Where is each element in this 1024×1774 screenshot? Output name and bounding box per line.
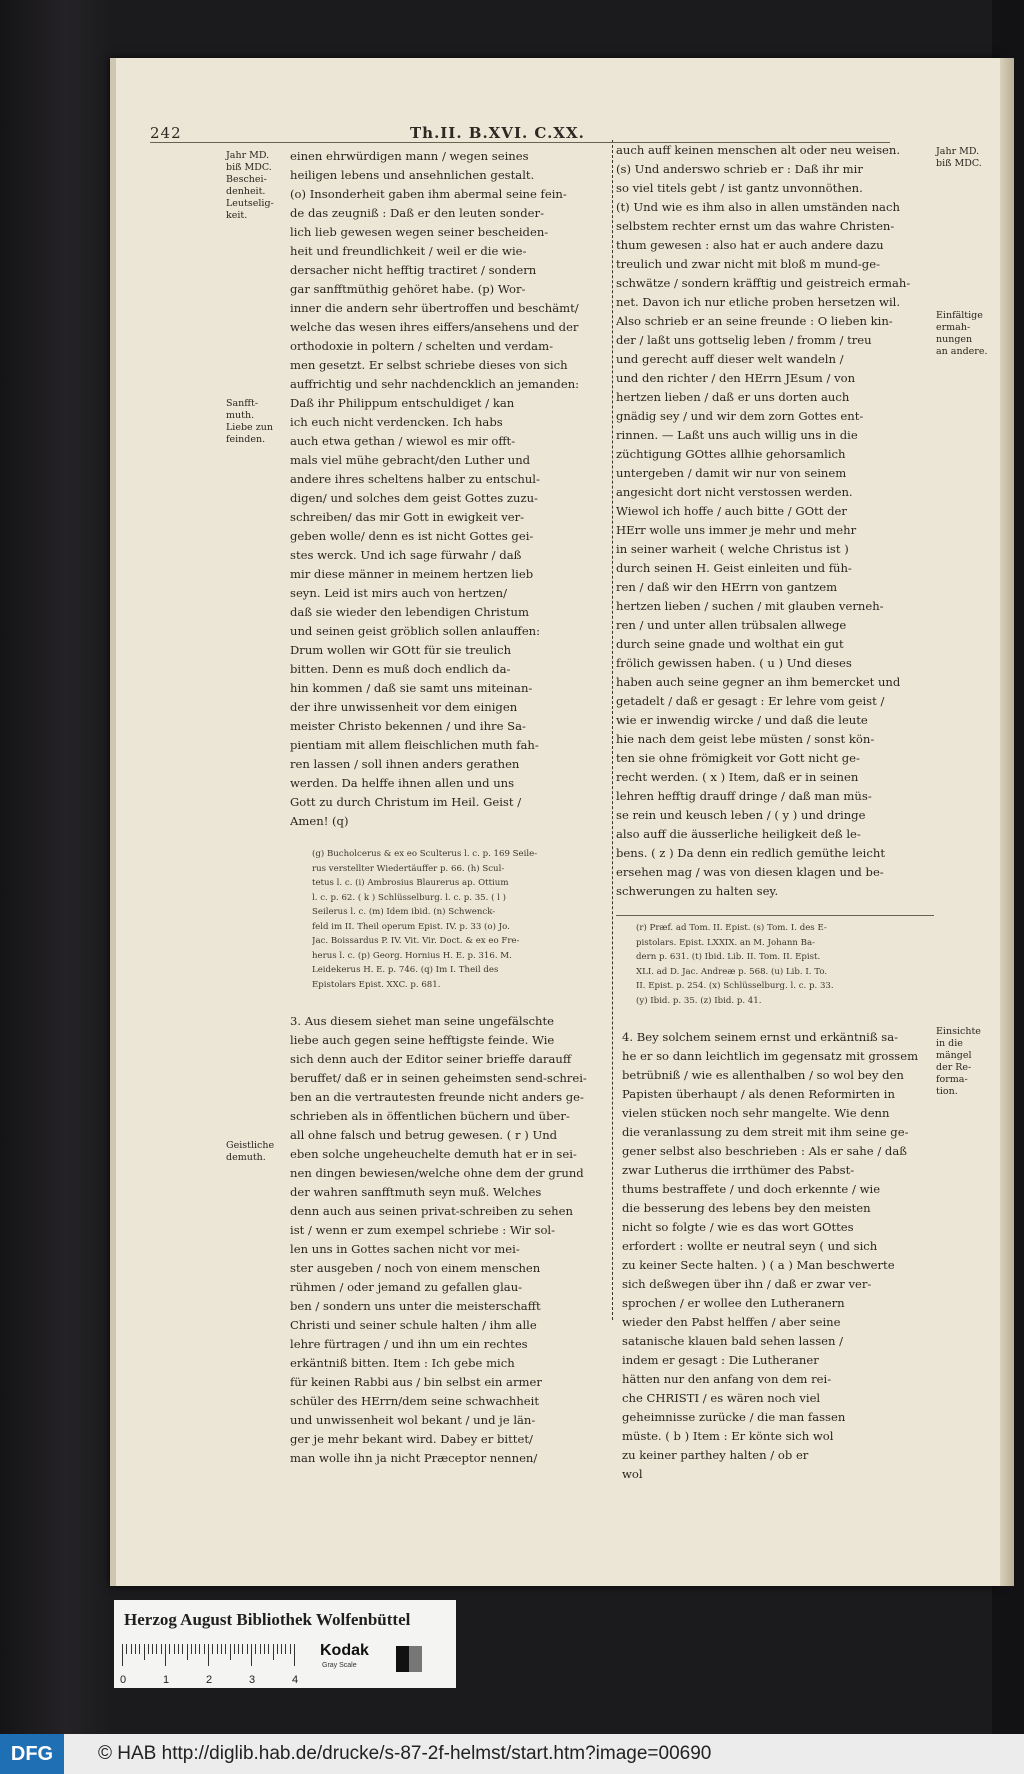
- text-line: züchtigung GOttes allhie gehorsamlich: [616, 447, 846, 461]
- text-line: rühmen / oder jemand zu gefallen glau-: [290, 1280, 523, 1294]
- margin-note-line: der Re-: [936, 1062, 972, 1073]
- running-title: Th.II. B.XVI. C.XX.: [410, 124, 585, 142]
- right-margin-note: [936, 310, 987, 358]
- ruler-tick: [255, 1644, 256, 1654]
- text-line: hertzen lieben / suchen / mit glauben verneh-: [616, 599, 884, 613]
- text-line: se rein und keusch leben / ( y ) und dringe: [616, 808, 866, 822]
- text-line: satanische klauen bald sehen lassen /: [622, 1334, 844, 1348]
- text-line: nen dingen bewiesen/welche ohne dem der grund: [290, 1166, 584, 1180]
- footnote-line: tetus l. c. (i) Ambrosius Blaurerus ap. Ottium: [312, 878, 509, 888]
- footnote-line: Seilerus l. c. (m) Idem ibid. (n) Schwenck-: [312, 907, 496, 917]
- ruler-tick: [290, 1644, 291, 1654]
- margin-note-line: Jahr MD.: [936, 146, 980, 157]
- text-line: haben auch seine gegner an ihm bemercket und: [616, 675, 901, 689]
- footnote-line: II. Epist. p. 254. (x) Schlüsselburg. l. c. p. 33.: [636, 981, 834, 991]
- text-line: untergeben / damit wir nur von seinem: [616, 466, 847, 480]
- ruler-tick: [174, 1644, 175, 1654]
- text-line: he er so dann leichtlich im gegensatz mit grossem: [622, 1049, 919, 1063]
- text-line: 4. Bey solchem seinem ernst und erkäntniß sa-: [622, 1030, 899, 1044]
- ruler-tick: [191, 1644, 192, 1654]
- text-line: bens. ( z ) Da denn ein redlich gemüthe leicht: [616, 846, 885, 860]
- text-line: eben solche ungeheuchelte demuth hat er in sei-: [290, 1147, 577, 1161]
- text-line: auch etwa gethan / wiewol es mir offt-: [290, 434, 516, 448]
- left-column-footnotes: [312, 847, 537, 992]
- margin-note-line: demuth.: [226, 1152, 266, 1163]
- text-line: heit und freundlichkeit / weil er die wie-: [290, 244, 527, 258]
- text-line: digen/ und solches dem geist Gottes zuzu-: [290, 491, 538, 505]
- text-line: schrieben als in öffentlichen büchern und über-: [290, 1109, 570, 1123]
- dfg-logo: DFG: [0, 1734, 64, 1774]
- text-line: und seinen geist gröblich sollen anlauffen:: [290, 624, 541, 638]
- text-line: ren / und unter allen trübsalen allwege: [616, 618, 847, 632]
- margin-note-line: forma-: [936, 1074, 968, 1085]
- margin-note-line: Geistliche: [226, 1140, 275, 1151]
- source-url[interactable]: © HAB http://diglib.hab.de/drucke/s-87-2f-helmst/start.htm?image=00690: [98, 1743, 712, 1764]
- text-line: zwar Lutherus die irrthümer des Pabst-: [622, 1163, 855, 1177]
- margin-note-line: ermah-: [936, 322, 971, 333]
- kodak-logo: Kodak: [320, 1642, 369, 1659]
- text-line: HErr wolle uns immer je mehr und mehr: [616, 523, 857, 537]
- ruler-tick: [264, 1644, 265, 1654]
- text-line: und den richter / den HErrn JEsum / von: [616, 371, 856, 385]
- text-line: schüler des HErrn/dem seine schwachheit: [290, 1394, 540, 1408]
- ruler-tick: [144, 1644, 145, 1660]
- text-line: recht werden. ( x ) Item, daß er in seinen: [616, 770, 859, 784]
- text-line: mir diese männer in meinem hertzen lieb: [290, 567, 534, 581]
- ruler-tick: [182, 1644, 183, 1654]
- ruler-number: 3: [249, 1674, 256, 1686]
- ruler-tick: [195, 1644, 196, 1654]
- text-line: angesicht dort nicht verstossen werden.: [616, 485, 853, 499]
- right-column-text-continued: [622, 1028, 918, 1484]
- text-line: so viel titels gebt / ist gantz unvonnöthen.: [616, 181, 863, 195]
- text-line: man wolle ihn ja nicht Præceptor nennen/: [290, 1451, 538, 1465]
- text-line: wie er inwendig wircke / und daß die leute: [616, 713, 868, 727]
- text-line: mals viel mühe gebracht/den Luther und: [290, 453, 531, 467]
- gray-scale-patch: [396, 1646, 422, 1672]
- ruler-tick: [251, 1644, 252, 1666]
- text-line: daß sie wieder den lebendigen Christum: [290, 605, 529, 619]
- ruler-tick: [148, 1644, 149, 1654]
- text-line: geheimnisse zurücke / die man fassen: [622, 1410, 846, 1424]
- footnote-line: pistolars. Epist. LXXIX. an M. Johann Ba-: [636, 937, 815, 948]
- text-line: sich denn auch der Editor seiner brieffe darauff: [290, 1052, 572, 1066]
- text-line: seyn. Leid ist mirs auch von hertzen/: [290, 586, 508, 600]
- ruler-tick: [225, 1644, 226, 1654]
- text-line: betrübniß / wie es allenthalben / so wol bey den: [622, 1068, 904, 1082]
- text-line: also auff die äusserliche heiligkeit deß le-: [616, 827, 861, 841]
- text-line: Gott zu durch Christum im Heil. Geist /: [290, 795, 522, 809]
- text-line: auffrichtig und sehr nachdencklich an jemanden:: [290, 377, 580, 391]
- text-line: der wahren sanfftmuth seyn muß. Welches: [290, 1185, 542, 1199]
- text-line: Wiewol ich hoffe / auch bitte / GOtt der: [616, 504, 847, 518]
- text-line: che CHRISTI / es wären noch viel: [622, 1391, 821, 1405]
- text-line: geben wolle/ denn es ist nicht Gottes gei-: [290, 529, 534, 543]
- text-line: hin kommen / daß sie samt uns miteinan-: [290, 681, 533, 695]
- text-line: die besserung des lebens bey den meisten: [622, 1201, 871, 1215]
- ruler-tick: [199, 1644, 200, 1654]
- ruler-tick: [238, 1644, 239, 1654]
- margin-note-line: biß MDC.: [226, 162, 272, 173]
- text-line: frölich gewissen haben. ( u ) Und dieses: [616, 656, 852, 670]
- text-line: pientiam mit allem fleischlichen muth fah-: [290, 738, 539, 752]
- ruler-tick: [260, 1644, 261, 1654]
- text-line: gar sanfftmüthig gehöret habe. (p) Wor-: [290, 282, 526, 296]
- text-line: thums bestraffete / und doch erkennte / wie: [622, 1182, 881, 1196]
- margin-note-line: feinden.: [226, 434, 266, 445]
- text-line: all ohne falsch und betrug gewesen. ( r ) Und: [290, 1128, 558, 1142]
- text-line: ger je mehr bekant wird. Dabey er bittet/: [290, 1432, 533, 1446]
- text-line: schreiben/ das mir Gott in ewigkeit ver-: [290, 510, 525, 524]
- margin-note-line: keit.: [226, 210, 248, 221]
- ruler-tick: [169, 1644, 170, 1654]
- ruler-tick: [217, 1644, 218, 1654]
- ruler-tick: [230, 1644, 231, 1660]
- text-line: und gerecht auff dieser welt wandeln /: [616, 352, 844, 366]
- margin-note-line: Beschei-: [226, 174, 267, 185]
- text-line: vielen stücken noch sehr mangelte. Wie denn: [622, 1106, 890, 1120]
- gray-scale-label: Gray Scale: [322, 1662, 357, 1669]
- text-line: stes werck. Und ich sage fürwahr / daß: [290, 548, 522, 562]
- footnote-line: Leidekerus H. E. p. 746. (q) Im I. Theil des: [312, 965, 499, 975]
- text-line: ist / wenn er zum exempel schriebe : Wir sol-: [290, 1223, 556, 1237]
- ruler-tick: [139, 1644, 140, 1654]
- text-line: dersacher nicht hefftig tractiret / sondern: [290, 263, 537, 277]
- ruler-tick: [161, 1644, 162, 1654]
- text-line: hätten nur den anfang von dem rei-: [622, 1372, 832, 1386]
- ruler-tick: [204, 1644, 205, 1654]
- footnote-line: Jac. Boissardus P. IV. Vit. Vir. Doct. & ex eo Fre-: [312, 936, 520, 946]
- ruler-tick: [268, 1644, 269, 1654]
- text-line: lich lieb gewesen wegen seiner bescheiden-: [290, 225, 549, 239]
- text-line: meister Christo bekennen / und ihre Sa-: [290, 719, 526, 733]
- left-margin-note: [226, 1140, 274, 1164]
- text-line: denn auch aus seinen privat-schreiben zu sehen: [290, 1204, 573, 1218]
- text-line: einen ehrwürdigen mann / wegen seines: [290, 149, 529, 163]
- text-line: schwerungen zu halten sey.: [616, 884, 779, 898]
- margin-note-line: Jahr MD.: [226, 150, 270, 161]
- margin-note-line: Einsichte: [936, 1026, 981, 1037]
- text-line: hertzen lieben / daß er uns dorten auch: [616, 390, 850, 404]
- text-line: gener selbst also beschrieben : Als er sahe / daß: [622, 1144, 907, 1158]
- right-column-footnotes: [636, 921, 834, 1008]
- text-line: net. Davon ich nur etliche proben hersetzen wil.: [616, 295, 901, 309]
- text-line: ben an die vertrautesten freunde nicht anders ge-: [290, 1090, 584, 1104]
- text-line: wol: [622, 1467, 643, 1481]
- book-spine: [0, 0, 108, 1774]
- margin-note-line: denheit.: [226, 186, 266, 197]
- text-line: ten sie ohne frömigkeit vor Gott nicht ge-: [616, 751, 860, 765]
- right-margin-note: [936, 146, 982, 170]
- text-line: (t) Und wie es ihm also in allen umständen nach: [616, 200, 900, 214]
- text-line: liebe auch gegen seine hefftigste feinde. Wie: [290, 1033, 555, 1047]
- left-column-text-continued: [290, 1012, 587, 1468]
- margin-note-line: Sanfft-: [226, 398, 259, 409]
- text-line: erfordert : wollte er neutral seyn ( und sich: [622, 1239, 878, 1253]
- margin-note-line: biß MDC.: [936, 158, 982, 169]
- text-line: ben / sondern uns unter die meisterschafft: [290, 1299, 541, 1313]
- page-number: 242: [150, 124, 182, 142]
- ruler-number: 2: [206, 1674, 213, 1686]
- text-line: lehre fürtragen / und ihn um ein rechtes: [290, 1337, 528, 1351]
- text-line: wieder den Pabst helffen / aber seine: [622, 1315, 841, 1329]
- text-line: zu keiner parthey halten / ob er: [622, 1448, 809, 1462]
- ruler-tick: [152, 1644, 153, 1654]
- text-line: ren / daß wir den HErrn von gantzem: [616, 580, 838, 594]
- text-line: heiligen lebens und ansehnlichen gestalt.: [290, 168, 535, 182]
- text-line: Papisten überhaupt / als denen Reformirten in: [622, 1087, 895, 1101]
- margin-note-line: in die: [936, 1038, 963, 1049]
- ruler-tick: [273, 1644, 274, 1660]
- text-line: bitten. Denn es muß doch endlich da-: [290, 662, 511, 676]
- text-line: der / laßt uns gottselig leben / fromm / treu: [616, 333, 872, 347]
- ruler-tick: [281, 1644, 282, 1654]
- footnote-line: Epistolars Epist. XXC. p. 681.: [312, 979, 441, 990]
- footnote-rule: [616, 915, 934, 916]
- measurement-ruler: [120, 1644, 300, 1686]
- text-line: Christi und seiner schule halten / ihm alle: [290, 1318, 537, 1332]
- footnote-line: (g) Bucholcerus & ex eo Sculterus l. c. p. 169 Seile-: [312, 849, 538, 859]
- text-line: andere ihres scheltens halber zu entschul-: [290, 472, 540, 486]
- text-line: für keinen Rabbi aus / bin selbst ein armer: [290, 1375, 542, 1389]
- ruler-tick: [135, 1644, 136, 1654]
- footer-bar: [0, 1734, 1024, 1774]
- text-line: len uns in Gottes sachen nicht vor mei-: [290, 1242, 520, 1256]
- text-line: ersehen mag / was von diesen klagen und be-: [616, 865, 884, 879]
- text-line: de das zeugniß : Daß er den leuten sonder-: [290, 206, 544, 220]
- footnote-line: rus verstellter Wiedertäuffer p. 66. (h) Scul-: [312, 863, 505, 874]
- left-margin-note: [226, 398, 273, 446]
- ruler-tick: [165, 1644, 166, 1666]
- text-line: und unwissenheit wol bekant / und je län-: [290, 1413, 536, 1427]
- text-line: orthodoxie in poltern / schelten und verdam-: [290, 339, 553, 353]
- library-name: Herzog August Bibliothek Wolfenbüttel: [124, 1610, 411, 1629]
- text-line: welche das wesen ihres eiffers/ansehens und der: [290, 320, 579, 334]
- ruler-tick: [187, 1644, 188, 1660]
- text-line: (s) Und anderswo schrieb er : Daß ihr mir: [616, 162, 863, 176]
- text-line: beruffet/ daß er in seinen geheimsten send-schrei-: [290, 1071, 587, 1085]
- text-line: treulich und zwar nicht mit bloß m mund-ge-: [616, 257, 881, 271]
- ruler-tick: [221, 1644, 222, 1654]
- ruler-tick: [131, 1644, 132, 1654]
- ruler-number: 4: [292, 1674, 299, 1686]
- text-line: gnädig sey / und wir dem zorn Gottes ent-: [616, 409, 864, 423]
- ruler-tick: [126, 1644, 127, 1654]
- footnote-line: (y) Ibid. p. 35. (z) Ibid. p. 41.: [636, 995, 762, 1006]
- text-line: in seiner warheit ( welche Christus ist ): [616, 542, 849, 556]
- text-line: die veranlassung zu dem streit mit ihm seine ge-: [622, 1125, 909, 1139]
- margin-note-line: muth.: [226, 410, 255, 421]
- ruler-number: 1: [163, 1674, 170, 1686]
- text-line: sprochen / er wollee den Lutheranern: [622, 1296, 845, 1310]
- ruler-number: 0: [120, 1674, 127, 1686]
- ruler-tick: [294, 1644, 295, 1666]
- text-line: thum gewesen : also hat er auch andere dazu: [616, 238, 884, 252]
- ruler-tick: [212, 1644, 213, 1654]
- text-line: indem er gesagt : Die Lutheraner: [622, 1353, 819, 1367]
- text-line: men gesetzt. Er selbst schriebe dieses von sich: [290, 358, 568, 372]
- ruler-tick: [242, 1644, 243, 1654]
- text-line: nicht so folgte / wie es das wort GOttes: [622, 1220, 854, 1234]
- right-margin-note: [936, 1026, 981, 1098]
- text-line: Amen! (q): [290, 814, 349, 828]
- text-line: durch seinen H. Geist einleiten und füh-: [616, 561, 852, 575]
- ruler-tick: [122, 1644, 123, 1666]
- ruler-tick: [156, 1644, 157, 1654]
- text-line: selbstem rechter ernst um das wahre Christen-: [616, 219, 895, 233]
- text-line: rinnen. — Laßt uns auch willig uns in die: [616, 428, 858, 442]
- footnote-line: l. c. p. 62. ( k ) Schlüsselburg. l. c. p. 35. ( l ): [312, 892, 507, 903]
- ruler-tick: [234, 1644, 235, 1654]
- text-line: hie nach dem geist lebe müsten / sonst kön-: [616, 732, 875, 746]
- margin-note-line: Liebe zun: [226, 422, 273, 433]
- ruler-tick: [208, 1644, 209, 1666]
- footnote-line: herus l. c. (p) Georg. Hornius H. E. p. 316. M.: [312, 950, 512, 961]
- text-line: schwätze / sondern kräfftig und geistreich ermah-: [616, 276, 911, 290]
- margin-note-line: Einfältige: [936, 310, 983, 321]
- column-divider: [612, 140, 613, 1320]
- margin-note-line: an andere.: [936, 346, 988, 357]
- archive-color-card: [114, 1600, 456, 1688]
- margin-note-line: mängel: [936, 1050, 972, 1061]
- text-line: Drum wollen wir GOtt für sie treulich: [290, 643, 512, 657]
- left-margin-note: [226, 150, 274, 222]
- text-line: Also schrieb er an seine freunde : O lieben kin-: [616, 314, 893, 328]
- ruler-tick: [285, 1644, 286, 1654]
- margin-note-line: Leutselig-: [226, 198, 274, 209]
- text-line: zu keiner Secte halten. ) ( a ) Man beschwerte: [622, 1258, 895, 1272]
- text-line: 3. Aus diesem siehet man seine ungefälschte: [290, 1014, 555, 1028]
- text-line: (o) Insonderheit gaben ihm abermal seine fein-: [290, 187, 567, 201]
- footnote-line: feld im II. Theil operum Epist. IV. p. 33 (o) Jo.: [312, 921, 510, 932]
- ruler-tick: [178, 1644, 179, 1654]
- ruler-tick: [247, 1644, 248, 1654]
- left-column-text: [290, 147, 579, 831]
- margin-note-line: nungen: [936, 334, 973, 345]
- text-line: der ihre unwissenheit vor dem einigen: [290, 700, 518, 714]
- footnote-line: XLI. ad D. Jac. Andreæ p. 568. (u) Lib. I. To.: [636, 966, 828, 977]
- text-line: Daß ihr Philippum entschuldiget / kan: [290, 396, 515, 410]
- text-line: sich deßwegen über ihn / daß er zwar ver-: [622, 1277, 872, 1291]
- text-line: durch seine gnade und wolthat ein gut: [616, 637, 844, 651]
- text-line: ren lassen / soll ihnen anders gerathen: [290, 757, 520, 771]
- text-line: müste. ( b ) Item : Er könte sich wol: [622, 1429, 834, 1443]
- text-line: auch auff keinen menschen alt oder neu weisen.: [616, 143, 901, 157]
- ruler-tick: [277, 1644, 278, 1654]
- text-line: inner die andern sehr übertroffen und beschämt/: [290, 301, 579, 315]
- right-column-text: [616, 141, 910, 901]
- footnote-line: (r) Præf. ad Tom. II. Epist. (s) Tom. I. des E-: [636, 923, 827, 933]
- text-line: erkäntniß bitten. Item : Ich gebe mich: [290, 1356, 515, 1370]
- text-line: werden. Da helffe ihnen allen und uns: [290, 776, 515, 790]
- text-line: getadelt / daß er gesagt : Er lehre vom geist /: [616, 694, 885, 708]
- text-line: ich euch nicht verdencken. Ich habs: [290, 415, 503, 429]
- footnote-line: dern p. 631. (t) Ibid. Lib. II. Tom. II. Epist.: [636, 952, 821, 962]
- margin-note-line: tion.: [936, 1086, 958, 1097]
- text-line: lehren hefftig drauff dringe / daß man müs-: [616, 789, 872, 803]
- text-line: ster ausgeben / noch von einem menschen: [290, 1261, 541, 1275]
